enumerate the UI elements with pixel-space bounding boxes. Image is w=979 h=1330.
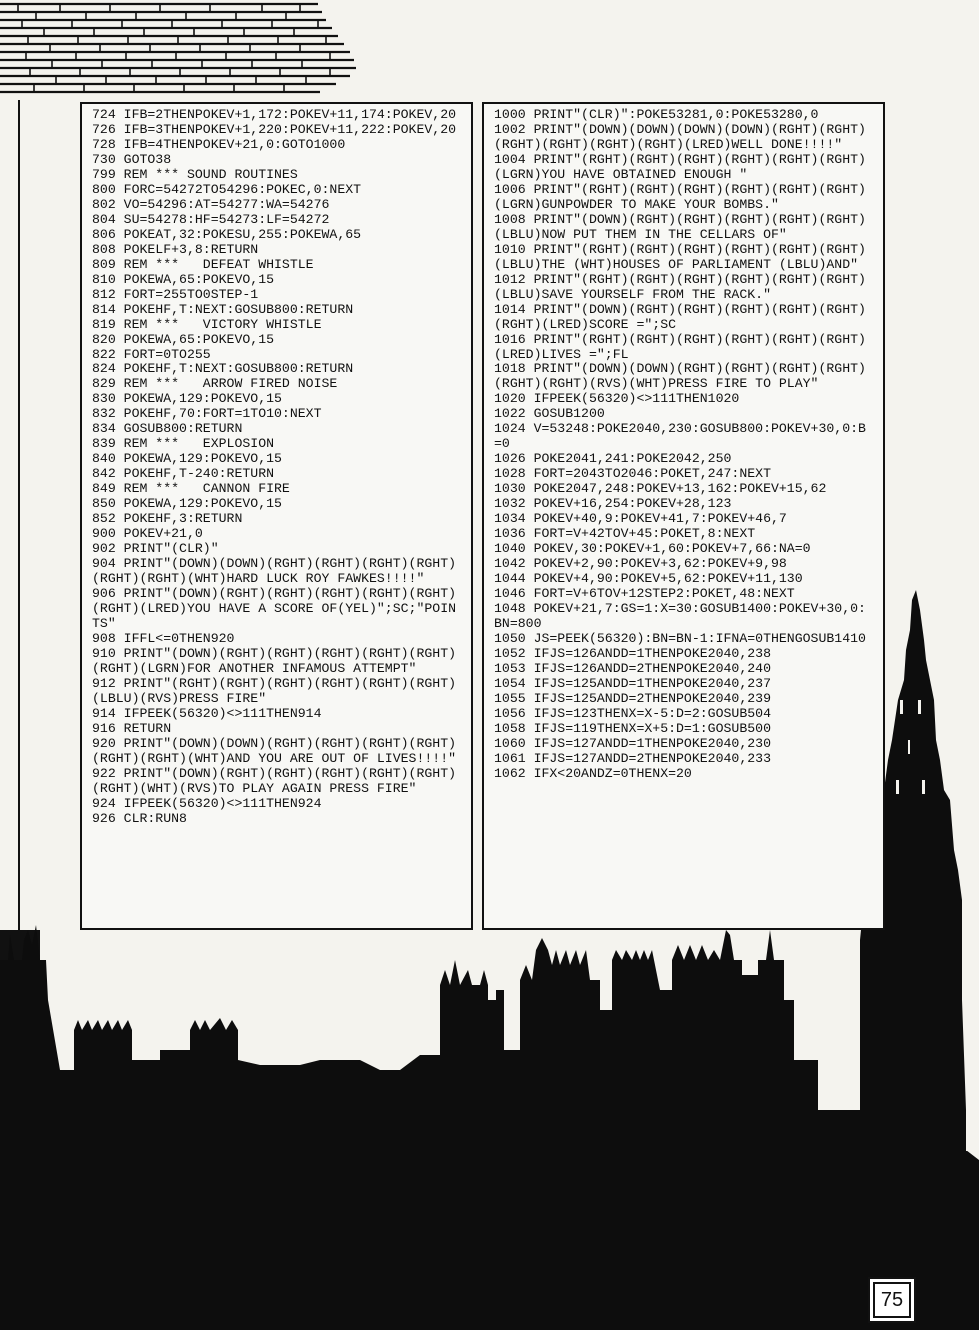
code-line: 1061 IFJS=127ANDD=2THENPOKE2040,233 xyxy=(494,750,771,766)
code-line: 922 PRINT"(DOWN)(RGHT)(RGHT)(RGHT)(RGHT)(RGHT)(RGHT)(WHT)(RVS)TO PLAY AGAIN PRESS FIRE" xyxy=(92,765,457,796)
code-line: 910 PRINT"(DOWN)(RGHT)(RGHT)(RGHT)(RGHT)(RGHT)(RGHT)(LGRN)FOR ANOTHER INFAMOUS ATTEMPT" xyxy=(92,645,457,676)
code-line: 1020 IFPEEK(56320)<>111THEN1020 xyxy=(494,391,740,407)
code-line: 824 POKEHF,T:NEXT:GOSUB800:RETURN xyxy=(92,361,354,377)
left-code-listing-box xyxy=(80,102,473,930)
code-line: 804 SU=54278:HF=54273:LF=54272 xyxy=(92,211,330,227)
code-line: 1055 IFJS=125ANDD=2THENPOKE2040,239 xyxy=(494,690,771,706)
code-line: 1030 POKE2047,248:POKEV+13,162:POKEV+15,62 xyxy=(494,481,827,497)
code-line: 840 POKEWA,129:POKEVO,15 xyxy=(92,451,282,467)
code-line: 1024 V=53248:POKE2040,230:GOSUB800:POKEV+30,0:B=0 xyxy=(494,421,866,452)
code-line: 926 CLR:RUN8 xyxy=(92,810,187,826)
code-line: 799 REM *** SOUND ROUTINES xyxy=(92,166,298,182)
code-line: 808 POKELF+3,8:RETURN xyxy=(92,241,259,257)
code-line: 842 POKEHF,T-240:RETURN xyxy=(92,466,275,482)
code-line: 809 REM *** DEFEAT WHISTLE xyxy=(92,256,314,272)
code-line: 924 IFPEEK(56320)<>111THEN924 xyxy=(92,795,322,811)
code-line: 802 VO=54296:AT=54277:WA=54276 xyxy=(92,196,330,212)
code-line: 1008 PRINT"(DOWN)(RGHT)(RGHT)(RGHT)(RGHT)(RGHT)(LBLU)NOW PUT THEM IN THE CELLARS OF" xyxy=(494,211,866,242)
code-line: 1032 POKEV+16,254:POKEV+28,123 xyxy=(494,496,732,512)
code-line: 1022 GOSUB1200 xyxy=(494,406,605,422)
code-line: 1016 PRINT"(RGHT)(RGHT)(RGHT)(RGHT)(RGHT)(RGHT)(LRED)LIVES =";FL xyxy=(494,331,866,362)
code-line: 1054 IFJS=125ANDD=1THENPOKE2040,237 xyxy=(494,675,771,691)
code-line: 820 POKEWA,65:POKEVO,15 xyxy=(92,331,275,347)
code-line: 726 IFB=3THENPOKEV+1,220:POKEV+11,222:POKEV,20 xyxy=(92,121,457,137)
code-line: 900 POKEV+21,0 xyxy=(92,526,203,542)
code-line: 1010 PRINT"(RGHT)(RGHT)(RGHT)(RGHT)(RGHT)(RGHT)(LBLU)THE (WHT)HOUSES OF PARLIAMENT (LBLU)AND" xyxy=(494,241,866,272)
code-line: 806 POKEAT,32:POKESU,255:POKEWA,65 xyxy=(92,226,362,242)
code-line: 724 IFB=2THENPOKEV+1,172:POKEV+11,174:POKEV,20 xyxy=(92,107,457,122)
code-line: 908 IFFL<=0THEN920 xyxy=(92,630,235,646)
code-line: 1040 POKEV,30:POKEV+1,60:POKEV+7,66:NA=0 xyxy=(494,541,811,557)
code-line: 1053 IFJS=126ANDD=2THENPOKE2040,240 xyxy=(494,660,771,676)
code-line: 1036 FORT=V+42TOV+45:POKET,8:NEXT xyxy=(494,526,756,542)
code-line: 1060 IFJS=127ANDD=1THENPOKE2040,230 xyxy=(494,735,771,751)
code-line: 1050 JS=PEEK(56320):BN=BN-1:IFNA=0THENGOSUB1410 xyxy=(494,630,866,646)
code-line: 914 IFPEEK(56320)<>111THEN914 xyxy=(92,705,322,721)
code-line: 1048 POKEV+21,7:GS=1:X=30:GOSUB1400:POKEV+30,0:BN=800 xyxy=(494,600,866,631)
code-line: 810 POKEWA,65:POKEVO,15 xyxy=(92,271,275,287)
code-line: 1046 FORT=V+6TOV+12STEP2:POKET,48:NEXT xyxy=(494,586,795,601)
code-line: 1058 IFJS=119THENX=X+5:D=1:GOSUB500 xyxy=(494,720,771,736)
code-line: 830 POKEWA,129:POKEVO,15 xyxy=(92,391,282,407)
code-line: 1006 PRINT"(RGHT)(RGHT)(RGHT)(RGHT)(RGHT)(RGHT)(LGRN)GUNPOWDER TO MAKE YOUR BOMBS." xyxy=(494,181,866,212)
brick-texture xyxy=(0,4,356,92)
code-line: 822 FORT=0TO255 xyxy=(92,346,211,362)
code-line: 916 RETURN xyxy=(92,720,172,736)
code-line: 1056 IFJS=123THENX=X-5:D=2:GOSUB504 xyxy=(494,705,771,721)
code-line: 902 PRINT"(CLR)" xyxy=(92,541,219,557)
code-line: 812 FORT=255TO0STEP-1 xyxy=(92,286,259,302)
right-code-listing-box xyxy=(482,102,885,930)
code-line: 839 REM *** EXPLOSION xyxy=(92,436,275,452)
code-line: 834 GOSUB800:RETURN xyxy=(92,421,243,437)
page-number: 75 xyxy=(873,1282,911,1318)
code-line: 906 PRINT"(DOWN)(RGHT)(RGHT)(RGHT)(RGHT)(RGHT)(RGHT)(LRED)YOU HAVE A SCORE OF(YEL)";SC;"POINTS" xyxy=(92,586,457,631)
code-line: 1026 POKE2041,241:POKE2042,250 xyxy=(494,451,732,467)
code-line: 829 REM *** ARROW FIRED NOISE xyxy=(92,376,338,392)
code-line: 1034 POKEV+40,9:POKEV+41,7:POKEV+46,7 xyxy=(494,511,787,527)
code-line: 730 GOTO38 xyxy=(92,151,172,167)
code-line: 1062 IFX<20ANDZ=0THENX=20 xyxy=(494,765,692,781)
code-line: 849 REM *** CANNON FIRE xyxy=(92,481,290,497)
code-line: 1002 PRINT"(DOWN)(DOWN)(DOWN)(DOWN)(RGHT)(RGHT)(RGHT)(RGHT)(RGHT)(RGHT)(LRED)WELL DONE!!!!" xyxy=(494,121,866,152)
code-line: 1052 IFJS=126ANDD=1THENPOKE2040,238 xyxy=(494,645,771,661)
code-line: 904 PRINT"(DOWN)(DOWN)(RGHT)(RGHT)(RGHT)(RGHT)(RGHT)(RGHT)(WHT)HARD LUCK ROY FAWKES!!!!" xyxy=(92,556,457,587)
code-line: 800 FORC=54272TO54296:POKEC,0:NEXT xyxy=(92,181,362,197)
left-margin-border xyxy=(0,100,20,930)
code-line: 852 POKEHF,3:RETURN xyxy=(92,511,243,527)
code-line: 1012 PRINT"(RGHT)(RGHT)(RGHT)(RGHT)(RGHT)(RGHT)(LBLU)SAVE YOURSELF FROM THE RACK." xyxy=(494,271,866,302)
right-code-listing xyxy=(494,108,873,782)
code-line: 1000 PRINT"(CLR)":POKE53281,0:POKE53280,0 xyxy=(494,107,819,122)
code-line: 1018 PRINT"(DOWN)(DOWN)(RGHT)(RGHT)(RGHT)(RGHT)(RGHT)(RGHT)(RVS)(WHT)PRESS FIRE TO PLAY" xyxy=(494,361,866,392)
code-line: 1014 PRINT"(DOWN)(RGHT)(RGHT)(RGHT)(RGHT)(RGHT)(RGHT)(LRED)SCORE =";SC xyxy=(494,301,866,332)
code-line: 1044 POKEV+4,90:POKEV+5,62:POKEV+11,130 xyxy=(494,571,803,587)
left-code-listing xyxy=(92,108,461,827)
code-line: 832 POKEHF,70:FORT=1TO10:NEXT xyxy=(92,406,322,422)
code-line: 728 IFB=4THENPOKEV+21,0:GOTO1000 xyxy=(92,136,346,152)
code-line: 920 PRINT"(DOWN)(DOWN)(RGHT)(RGHT)(RGHT)(RGHT)(RGHT)(RGHT)(WHT)AND YOU ARE OUT OF LIVES!!!!" xyxy=(92,735,457,766)
code-line: 1042 POKEV+2,90:POKEV+3,62:POKEV+9,98 xyxy=(494,556,787,572)
code-line: 814 POKEHF,T:NEXT:GOSUB800:RETURN xyxy=(92,301,354,317)
code-line: 912 PRINT"(RGHT)(RGHT)(RGHT)(RGHT)(RGHT)(RGHT)(LBLU)(RVS)PRESS FIRE" xyxy=(92,675,457,706)
code-line: 819 REM *** VICTORY WHISTLE xyxy=(92,316,322,332)
code-line: 1004 PRINT"(RGHT)(RGHT)(RGHT)(RGHT)(RGHT)(RGHT)(LGRN)YOU HAVE OBTAINED ENOUGH " xyxy=(494,151,866,182)
code-line: 850 POKEWA,129:POKEVO,15 xyxy=(92,496,282,512)
code-line: 1028 FORT=2043TO2046:POKET,247:NEXT xyxy=(494,466,771,482)
